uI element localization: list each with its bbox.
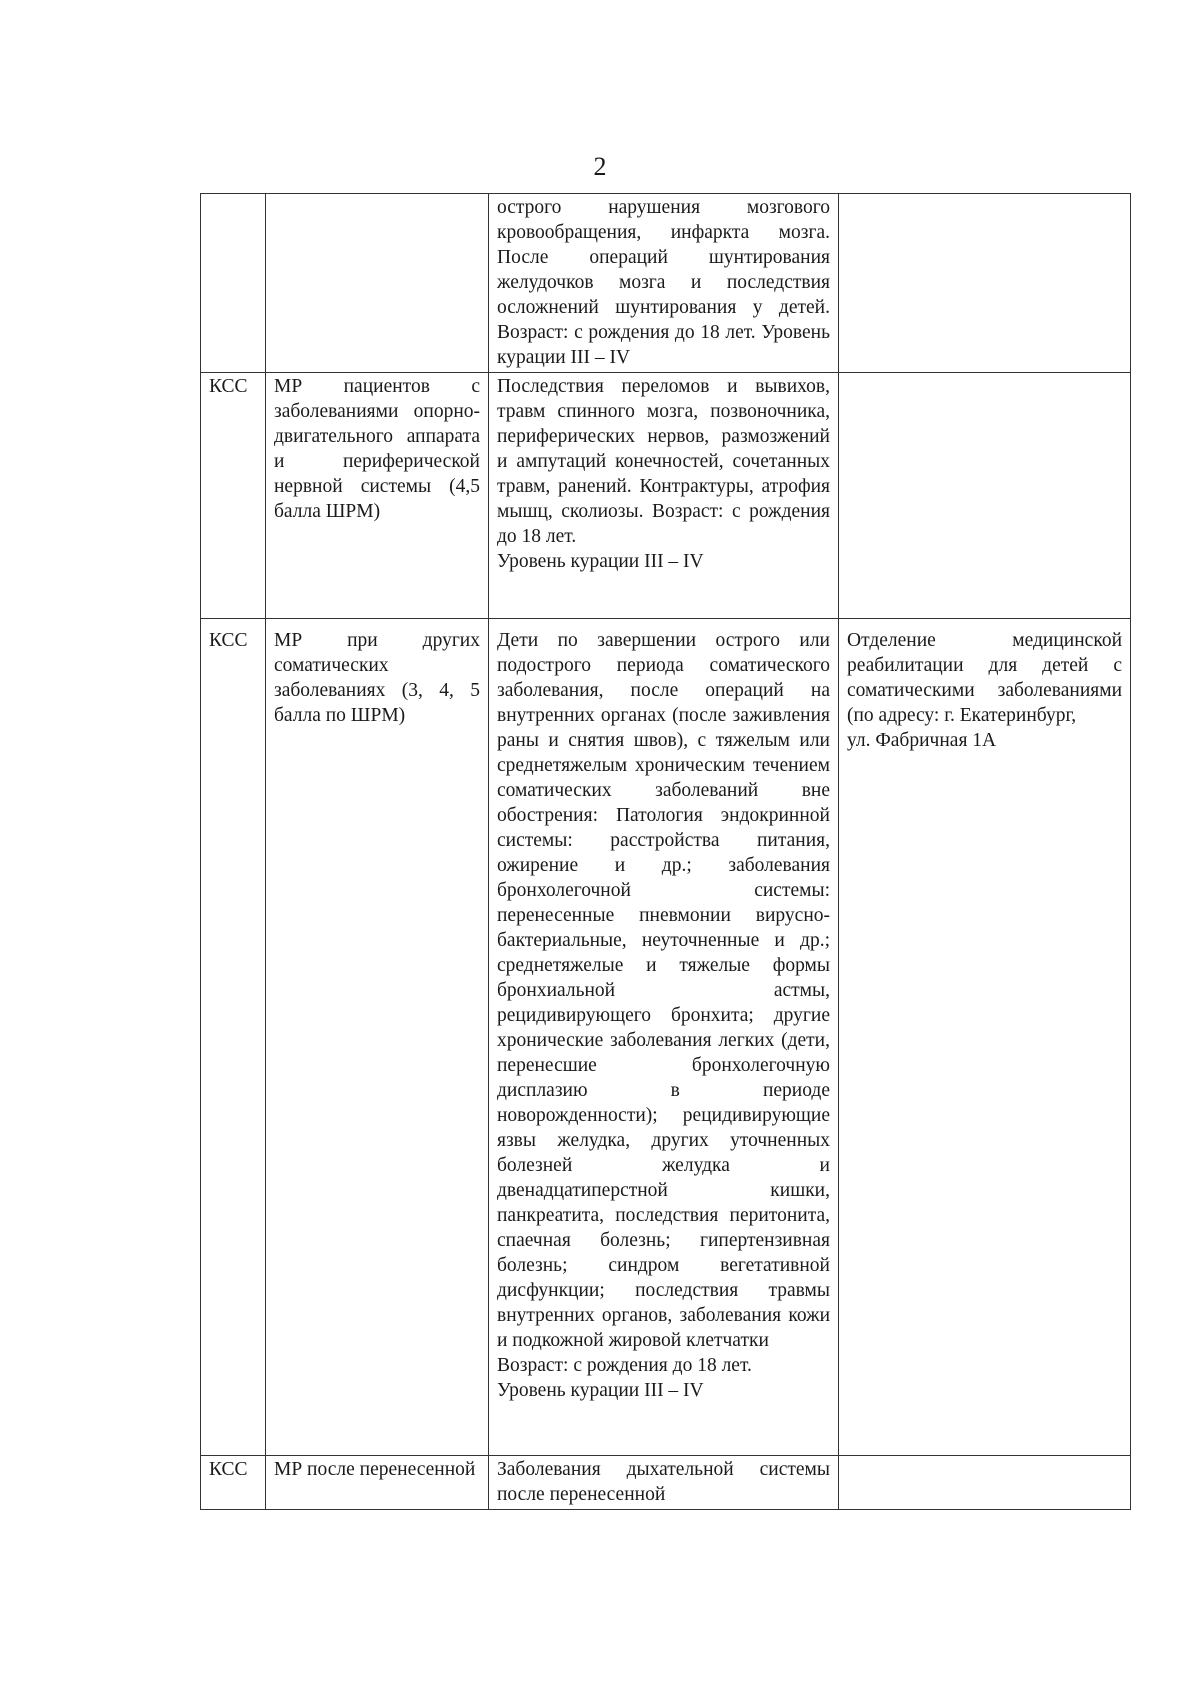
profile-cell [266,194,489,373]
department-cell [839,194,1131,373]
care-level-text: Уровень курации III – IV [497,1380,704,1401]
profile-text: МР при других соматических заболеваниях (3, 4, 5 балла по ШРМ) [274,630,480,726]
profile-cell: МР после перенесенной [266,1456,489,1510]
department-text: Отделение медицинской реабилитации для детей с соматическими заболеваниями (по адресу: г. Екатеринбург, [847,630,1122,726]
conditions-text: Дети по завершении острого или подострого периода соматического заболевания, после операций на внутренних органах (после заживления раны и снятия швов), с тяжелым или среднетяжелым хроническим течением соматических заболеваний вне обострения: Патология эндокринной системы: расстройства питания, ожирение и др.; заболевания бронхолегочной системы: перенесенные пневмонии вирусно-бактериальные, неуточненные и др.; среднетяжелые и тяжелые формы бронхиальной астмы, рецидивирующего бронхита; другие хронические заболевания легких (дети, перенесшие бронхолегочную дисплазию в периоде новорожденности); рецидивирующие язвы желудка, других уточненных болезней желудка и двенадцатиперстной кишки, панкреатита, последствия перитонита, спаечная болезнь; гипертензивная болезнь; синдром вегетативной дисфункции; последствия травмы внутренних органов, заболевания кожи и подкожной жировой клетчатки [497,630,830,1351]
table-row [201,619,1131,1456]
department-cell [839,619,1131,1456]
care-type-cell: КСС [201,373,266,619]
table-row [201,373,1131,619]
department-cell [839,373,1131,619]
department-cell [839,1456,1131,1510]
care-type-cell [201,619,266,1456]
care-type-cell [201,194,266,373]
care-type-cell: КСС [201,1456,266,1510]
page-number: 2 [593,152,607,181]
conditions-cell: Заболевания дыхательной системы после перенесенной [489,1456,839,1510]
conditions-cell [489,619,839,1456]
department-address: ул. Фабричная 1А [847,730,997,751]
profile-cell: МР пациентов с заболеваниями опорно-двигательного аппарата и периферической нервной системы (4,5 балла ШРМ) [266,373,489,619]
rehab-profile-table [200,193,1131,1510]
conditions-cell: острого нарушения мозгового кровообращения, инфаркта мозга. После операций шунтирования желудочков мозга и последствия осложнений шунтирования у детей. Возраст: с рождения до 18 лет. Уровень курации III – IV [489,194,839,373]
conditions-text: Последствия переломов и вывихов, травм спинного мозга, позвоночника, периферических нервов, размозжений и ампутаций конечностей, сочетанных травм, ранений. Контрактуры, атрофия мышц, сколиозы. Возраст: с рождения до 18 лет. [497,376,830,547]
care-type-text: КСС [209,630,248,651]
care-level-text: Уровень курации III – IV [497,551,704,572]
conditions-cell [489,373,839,619]
table-row [201,194,1131,373]
table-row [201,1456,1131,1510]
profile-cell [266,619,489,1456]
age-text: Возраст: с рождения до 18 лет. [497,1355,752,1376]
